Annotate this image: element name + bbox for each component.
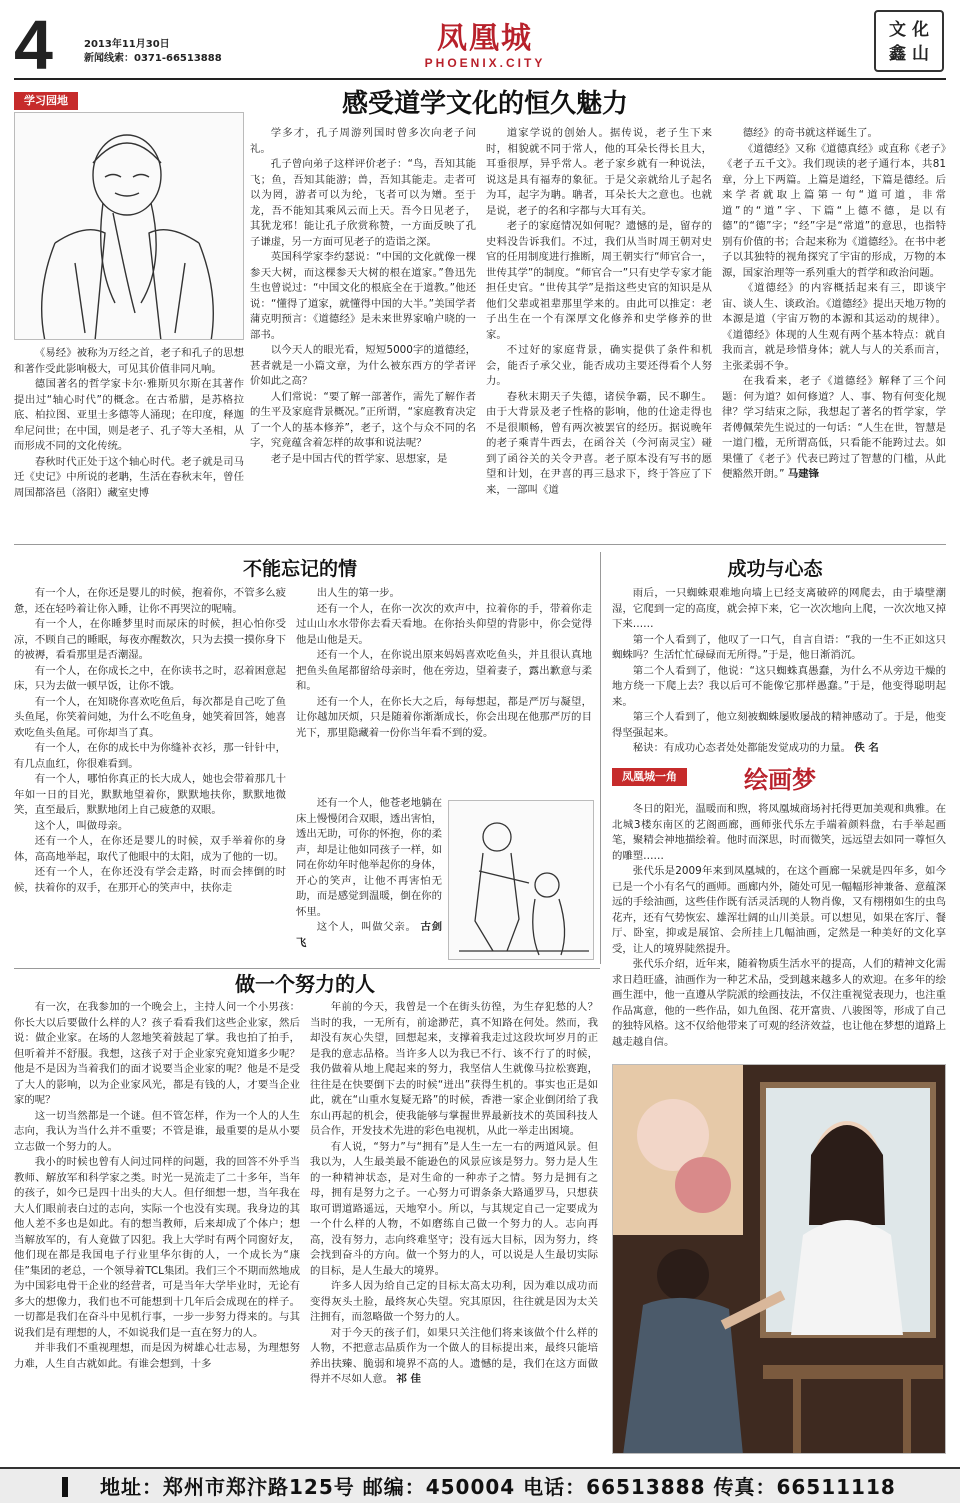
- paragraph: 并非我们不重视理想，而是因为树雄心壮志易，为理想努力难，人生自古就如此。有谁会想到，十多: [14, 1342, 300, 1370]
- paragraph: 有一个人，哪怕你真正的长大成人，她也会带着那几十年如一日的目光，默默地望着你，默默地扶你，默默地微笑，直至最后，默默地闭上自己疲惫的双眼。: [14, 773, 286, 816]
- column-tag-study: 学习园地: [14, 92, 78, 110]
- article2-byline: 古剑飞: [296, 921, 442, 949]
- masthead-logo: [410, 22, 560, 70]
- section-label-line1: 文 化: [889, 20, 929, 40]
- paragraph: 道家学说的创始人。据传说，老子生下来时，相貌就不同于常人，他的耳朵长得长且大，耳垂很厚，异乎常人。老子家乡就有一种说法，说这是具有福寿的象征。于是父亲就给儿子起名为耳，起字为聃。聃者，耳朵长大之意也。也就是说，老子的名和字都与大耳有关。: [486, 127, 712, 217]
- paragraph: 春秋时代正处于这个轴心时代。老子就是司马迁《史记》中所说的老聃，生活在春秋末年，曾任周国都洛邑（洛阳）藏室史博: [14, 455, 244, 499]
- article4-body: [612, 802, 946, 1058]
- paragraph: 还有一个人，在你一次次的欢声中，拉着你的手，带着你走过山山水水带你去看天看地。在你抬头仰望的背影中，你会觉得他是山他是天。: [296, 602, 592, 646]
- paragraph: 冬日的阳光，温暖而和煦，将凤凰城商场衬托得更加美观和典雅。在北城3楼东南区的艺阁画廊，画师张代乐左手端着颜料盘，右手举起画笔，聚精会神地描绘着。他时而深思，时而微笑，远远望去如同一尊恒久的雕塑……: [612, 803, 946, 862]
- paragraph: [612, 741, 946, 754]
- paragraph: 有人说，“努力”与“拥有”是人生一左一右的两道风景。但我以为，人生最美最不能逊色的风景应该是努力。努力是人生的一种精神状态，是对生命的一种赤子之情。努力是拥有之母，拥有是努力之子。一心努力可谓条条大路通罗马，只想获取可谓道路遥远，天地窄小。所以，与其规定自己一定要成为一个什么样的人物，不如磨练自己做一个努力的人。志向再高，没有努力，志向终难坚守；没有远大目标，因为努力，终会找到奋斗的方向。做一个努力的人，可以说是人生最切实际的目标，是人生最大的境界。: [310, 1140, 598, 1277]
- paragraph: 德国著名的哲学家卡尔·雅斯贝尔斯在其著作提出过“轴心时代”的概念。在古希腊，是苏格拉底、柏拉图、亚里士多德等人涌现；在印度，释迦牟尼问世；在中国，则是老子、孔子等大圣相，从而形成不同的文化传统。: [14, 378, 244, 452]
- paragraph: 学多才，孔子周游列国时曾多次向老子问礼。: [250, 127, 476, 155]
- paragraph: 还有一个人，在你还是婴儿的时候，双手举着你的身体，高高地举起，取代了他眼中的太阳，成为了他的一切。: [14, 835, 286, 863]
- paragraph: 出人生的第一步。: [316, 587, 400, 599]
- article3-byline: 佚 名: [854, 742, 879, 754]
- paragraph: 第二个人看到了，他说：“这只蜘蛛真愚蠢，为什么不从旁边干燥的地方绕一下爬上去？我以后可不能像它那样愚蠢。”于是，他变得聪明起来。: [612, 664, 946, 708]
- paragraph: 还有一个人，在你还没有学会走路，时而会摔倒的时候，扶着你的双手，在那开心的笑声中，扶你走: [14, 866, 286, 894]
- paragraph: 这个人，叫做母亲。: [34, 819, 129, 832]
- paragraph: 《道德经》的内容概括起来有三，即谈宇宙、谈人生、谈政治。《道德经》提出天地万物的本源是道（宇宙万物的本源和其运动的规律）。《道德经》体现的人生观有两个基本特点：就自我而言，就是珍惜身体；就人与人的关系而言，主张柔弱不争。: [722, 282, 946, 372]
- paragraph: 有一个人，在知晓你喜欢吃鱼后，每次都是自己吃了鱼头鱼尾，你笑着问她，为什么不吃鱼身，她笑着回答，她喜欢吃鱼头鱼尾。可你却当了真。: [14, 695, 286, 739]
- article1-column-4: [722, 126, 946, 534]
- masthead-cn: 凤凰城: [437, 21, 533, 56]
- article4-title: 绘画梦: [744, 765, 816, 794]
- closing-text: 这个人，叫做父亲。: [316, 921, 417, 933]
- divider: [14, 968, 600, 969]
- paragraph: 《易经》被称为万经之首，老子和孔子的思想和著作受此影响极大，可见其价值非同凡响。: [14, 347, 244, 375]
- paragraph: 英国科学家李约瑟说：“中国的文化就像一棵参天大树，而这棵参天大树的根在道家。”鲁迅先生也曾说过：“中国文化的根底全在于道教。”他还说：“懂得了道家，就懂得中国的大半。”美国学者蒲克明预言：《道德经》是未来世界家喻户晓的一部书。: [250, 251, 476, 341]
- article5-column-1: [14, 1000, 300, 1456]
- footer-bar: [62, 1477, 68, 1497]
- father-child-sketch-icon: [448, 800, 594, 960]
- divider: [600, 552, 601, 964]
- article5-byline: 祁 佳: [396, 1373, 421, 1385]
- article1-title: 感受道学文化的恒久魅力: [341, 89, 628, 119]
- paragraph: 以今天人的眼光看，短短5000字的道德经，甚者就是一小篇文章，为什么被东西方的学者评价如此之高？: [250, 344, 476, 387]
- closing-text: 对于今天的孩子们，如果只关注他们将来该做个什么样的人物，不把意志品质作为一个做人的目标提出来，最终只能培养出扶臻、脆弱和境界不高的人。遗憾的是，我们在这方面做得并不尽如人意。: [310, 1326, 598, 1385]
- paragraph: 德经》的奇书就这样诞生了。: [742, 127, 878, 139]
- paragraph: 这一切当然都是一个谜。但不管怎样，作为一个人的人生志向，我认为当什么并不重要；不管是谁，最重要的是从小要立志做一个努力的人。: [14, 1109, 300, 1153]
- paragraph: 还有一个人，他苍老地躺在床上慢慢闭合双眼，透出害怕，透出无助，可你的怀抱，你的柔声，却是让他如同孩子一样，如同在你幼年时他举起你的身体，开心的笑声，让他不再害怕无助，而是感觉到温暖，倒在你的怀里。: [296, 797, 442, 918]
- paragraph: 有一个人，在你还是婴儿的时候，抱着你，不管多么疲惫，还在轻吟着让你入睡，让你不再哭泣的呢喃。: [14, 587, 286, 615]
- paragraph: 张代乐是2009年来到凤凰城的，在这个画廊一呆就是四年多，如今已是一个小有名气的画师。画廊内外，随处可见一幅幅形神兼备、意蕴深远的手绘油画，这些佳作既有活灵活现的人物肖像，又有栩栩如生的虫鸟花卉，还有气势恢宏、雄浑壮阔的山川美景。可以想见，如果在客厅、餐厅、卧室，抑或是展馆、会所挂上几幅油画，定然是一种美好的文化享受，让人的境界陡然提升。: [612, 865, 946, 955]
- paragraph: 有一个人，在你成长之中，在你读书之时，忍着困意起床，只为去做一顿早饭，让你不饿。: [14, 664, 286, 692]
- footer: [0, 1467, 960, 1503]
- paragraph: 春秋末期天子失德，诸侯争霸，民不聊生。由于大背景及老子性格的影响，他的仕途走得也不是很顺畅，曾有两次被罢官的经历。据说晚年的老子乘青牛西去，在函谷关（今河南灵宝）碰到了函谷关的关令尹喜。老子原本没有写书的愿望和计划，在尹喜的再三恳求下，终于答应了下来，一部叫《道: [486, 390, 712, 496]
- laozi-sketch-icon: [14, 112, 244, 340]
- article2-title: 不能忘记的情: [242, 558, 357, 580]
- paragraph: 第三个人看到了，他立刻被蜘蛛屡败屡战的精神感动了。于是，他变得坚强起来。: [612, 711, 946, 739]
- article2-column-2: [296, 586, 592, 792]
- paragraph: [296, 920, 442, 951]
- article3-title: 成功与心态: [727, 558, 823, 580]
- article1-byline: 马建锋: [787, 468, 820, 480]
- paragraph: [722, 374, 946, 483]
- paragraph: 年前的今天，我曾是一个在街头彷徨，为生存犯愁的人？当时的我，一无所有，前途渺茫，真不知路在何处。然而，我却没有灰心失望，回想起来，支撑着我走过这段坎坷岁月的正是我的意志品格。当许多人以为我已不行、该不行了的时候，我仍做着从地上爬起来的努力，我坚信人生就像马拉松赛跑，往往是在快要倒下去的时候“迸出”获得生机的。事实也正是如此，就在“山重水复疑无路”的时候，香港一家企业倒闭给了我东山再起的机会，使我能够与掌握世界最新技术的英国科技人员合作，开发技术先进的彩色电视机，从此一举走出困境。: [310, 1001, 598, 1137]
- closing-text: 秘诀：有成功心态者处处都能发觉成功的力量。: [632, 742, 851, 754]
- article1-column-1: [14, 346, 244, 532]
- page-number: 4: [14, 6, 53, 84]
- article1-column-3: [486, 126, 712, 534]
- article2-column-1: [14, 586, 286, 962]
- article3-body: [612, 586, 946, 754]
- paragraph: 第一个人看到了，他叹了一口气，自言自语：“我的一生不正如这只蜘蛛吗？生活忙忙碌碌而无所得。”于是，他日渐消沉。: [612, 633, 946, 661]
- paragraph: 雨后，一只蜘蛛艰难地向墙上已经支离破碎的网爬去，由于墙壁潮湿，它爬到一定的高度，就会掉下来，它一次次地向上爬，一次次地又掉下来……: [612, 587, 946, 630]
- section-label-line2: 鑫 山: [889, 44, 929, 64]
- masthead-en: PHOENIX.CITY: [424, 56, 546, 70]
- paragraph: [310, 1326, 598, 1388]
- paragraph: 孔子曾向弟子这样评价老子：“鸟，吾知其能飞；鱼，吾知其能游；兽，吾知其能走。走者可以为罔，游者可以为纶，飞者可以为矰。至于龙，吾不能知其乘风云而上天。吾今日见老子，其犹龙邪！能让孔子欣赏称赞，一方面反映了孔子谦虚，另一方面可见老子的造诣之深。: [250, 158, 476, 248]
- issue-date: 2013年11月30日: [84, 39, 170, 50]
- paragraph: 老子的家庭情况如何呢？遗憾的是，留存的史料没告诉我们。不过，我们从当时周王朝对史官的任用制度进行推断，周王朝实行“师官合一，世传其学”的制度。“师官合一”只有史学专家才能担任史官。“世传其学”是指这些史官的知识是从他们父辈或祖辈那里学来的。由此可以推定：老子出生在一个有深厚文化修养和史学修养的世家。: [486, 220, 712, 341]
- paragraph: 人们常说：“要了解一部著作，需先了解作者的生平及家庭背景概况。”正所谓，“家庭教育决定了一个人的基本修养”，老子，这个与众不同的名字，究竟蕴含着怎样的故事和说法呢？: [250, 390, 476, 449]
- column-tag-corner: 凤凰城一角: [612, 768, 687, 786]
- paragraph: 《道德经》又称《道德真经》或直称《老子》《老子五千文》。我们现读的老子通行本，共81章，分上下两篇。上篇是道经，下篇是德经。后来学者就取上篇第一句“道可道，非常道”的“道”字、下篇“上德不德，是以有德”的“德”字；“经”字是“常道”的意思，也指特别有价值的书；合起来称为《道德经》。在书中老子以其独特的视角探究了宇宙的形成，万物的本源，国家治理等一系列重大的哲学和政治问题。: [722, 142, 946, 279]
- article2-column-2b: [296, 796, 442, 964]
- paragraph: 我小的时候也曾有人问过同样的问题，我的回答不外乎当教师、解放军和科学家之类。时光一晃流走了二十多年，当年的孩子，如今已是四十出头的大人。但仔细想一想，当年我在大人们眼前表白过的志向，实际一个也没有实现。我身边的其他人差不多也是如此。有的想当教师，后来却成了个体户；想当解放军的，有人竟做了囚犯。我上大学时有两个同窗好友，他们现在都是我国电子行业里华尔街的人，一个成长为“康佳”集团的老总，一个领导着TCL集团。我们三个不期而然地成为中国彩电骨干企业的经营者，可是当年大学毕业时，无论有多大的想像力，我们也不可能想到十几年后会成现在的样子。一切都是我们在奋斗中见机行事，一步一步努力得来的。与其说我们是有理想的人，不如说我们是一直在努力的人。: [14, 1156, 300, 1339]
- header-rule: [14, 78, 946, 80]
- paragraph: 老子是中国古代的哲学家、思想家，是: [270, 452, 448, 465]
- news-hotline: 新闻线索：0371-66513888: [84, 53, 222, 64]
- paragraph: 有一个人，在你睡梦里时而尿床的时候，担心怕你受凉，不顾自己的睡眠，每夜亦醒数次，只为去摸一摸你身下的被褥，看看那里是否潮湿。: [14, 618, 286, 661]
- divider: [14, 544, 946, 545]
- footer-contact: 地址：郑州市郑汴路125号 邮编：450004 电话：66513888 传真：66511118: [100, 1475, 896, 1499]
- painter-at-easel-icon: [612, 1064, 946, 1454]
- paragraph: 许多人因为给自己定的目标太高太功利，因为难以成功而变得灰头土脸，最终灰心失望。究其原因，往往就是因为太关注拥有，而忽略做一个努力的人。: [310, 1280, 598, 1323]
- paragraph: 还有一个人，在你长大之后，每每想起，都是严厉与凝望，让你越加厌烦，只是随着你渐渐成长，你会出现在他那严厉的目光下，那里隐藏着一份你当年看不到的爱。: [296, 695, 592, 739]
- paragraph: 不过好的家庭背景，确实提供了条件和机会，能否子承父业，能否成功主要还得看个人努力。: [486, 344, 712, 387]
- paragraph: 有一个人，在你的成长中为你缝补衣衫，那一针针中，有几点血红，你很难看到。: [14, 742, 286, 770]
- closing-text: 在我看来，老子《道德经》解释了三个问题：何为道？如何修道？人、事、物有何变化规律？学习结束之际，我想起了著名的哲学家，学者傅佩荣先生说过的一句话：“人生在世，智慧是一道门槛，无所谓高低，只看能不能跨过去。如果懂了《老子》代表已跨过了智慧的门槛，从此便豁然开朗。”: [722, 375, 946, 480]
- paragraph: 张代乐介绍，近年来，随着物质生活水平的提高，人们的精神文化需求日趋旺盛，油画作为一种艺术品，受到越来越多人的欢迎。在多年的绘画生涯中，他一直遵从学院派的绘画技法，不仅注重视觉表现力，也注重作品寓意，他的一些作品，如九鱼图、花开富贵、八骏图等，形成了自己的独特风格。这不仅给他带来了可观的经济效益，也让他在梦想的道路上越走越自信。: [612, 958, 946, 1048]
- section-label: [874, 10, 944, 72]
- paragraph: 有一次，在我参加的一个晚会上，主持人问一个小男孩：你长大以后要做什么样的人？孩子看看我们这些企业家，然后说：做企业家。在场的人忽地笑着鼓起了掌。我也拍了拍手，但听着并不舒服。我想，这孩子对于企业家究竟知道多少呢？他是不是因为当着我们的面才说要当企业家的呢？他是不是受了大人的影响，以为企业家风光，都是有钱的人，才要当企业家的呢？: [14, 1001, 300, 1106]
- paragraph: 还有一个人，在你说出原来妈妈喜欢吃鱼头，并且很认真地把鱼头鱼尾都留给母亲时，他在旁边，望着妻子，露出歉意与柔和。: [296, 649, 592, 692]
- article5-title: 做一个努力的人: [235, 972, 375, 996]
- article5-column-2: [310, 1000, 598, 1456]
- article1-column-2: [250, 126, 476, 534]
- issue-meta: [84, 38, 222, 66]
